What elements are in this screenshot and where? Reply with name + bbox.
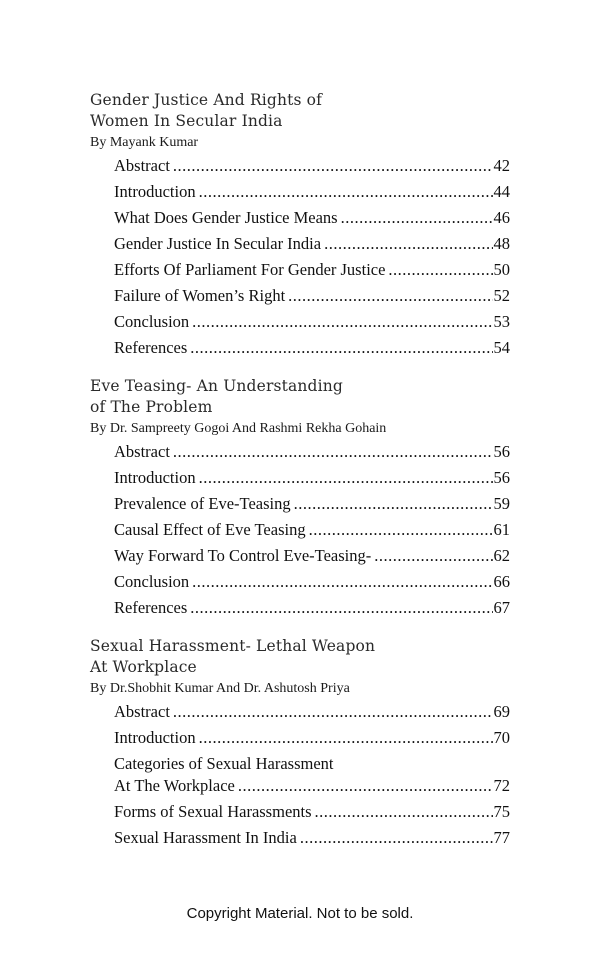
toc-entry [114,493,510,515]
chapter-author: By Dr.Shobhit Kumar And Dr. Ashutosh Priya [90,681,350,696]
toc-entry-page-number: 77 [493,828,510,847]
toc-entry-label: Gender Justice In Secular India [114,234,322,253]
chapter-title [90,376,510,418]
chapter-title-line: Sexual Harassment- Lethal Weapon [90,637,376,655]
toc-entry-row [114,493,510,515]
toc-entry [114,753,510,797]
toc-entry-page-number: 75 [493,802,510,821]
chapter-title-line: At Workplace [90,658,197,676]
chapter-section [90,636,510,849]
toc-entry [114,727,510,749]
toc-entry-label: Efforts Of Parliament For Gender Justice [114,260,386,279]
toc-entry-page-number: 42 [493,156,510,175]
toc-entry-label: Forms of Sexual Harassments [114,802,312,821]
toc-entry-page-number: 66 [493,572,510,591]
toc-entry-page-number: 59 [493,494,510,513]
toc-entry [114,545,510,567]
dot-leader [374,545,492,567]
toc-entry-label: Introduction [114,182,196,201]
toc-entry-row [114,155,510,177]
toc-entry-row [114,597,510,619]
dot-leader [294,493,493,515]
toc-entry-list [90,155,510,359]
dot-leader [309,519,493,541]
toc-entry-page-number: 70 [493,728,510,747]
toc-entry [114,259,510,281]
dot-leader [300,827,493,849]
dot-leader [341,207,493,229]
toc-entry-row [114,545,510,567]
toc-entry-list [90,441,510,619]
toc-entry-row [114,467,510,489]
dot-leader [288,285,492,307]
toc-entry [114,233,510,255]
chapter-title [90,90,510,132]
chapter-author: By Dr. Sampreety Gogoi And Rashmi Rekha Gohain [90,421,387,436]
toc-entry [114,441,510,463]
chapter-author: By Mayank Kumar [90,135,199,150]
dot-leader [192,571,492,593]
toc-entry-row [114,441,510,463]
toc-entry-row [114,207,510,229]
toc-entry [114,701,510,723]
toc-entry-page-number: 61 [493,520,510,539]
dot-leader [199,181,493,203]
toc-entry-page-number: 52 [493,286,510,305]
toc-entry-label: Prevalence of Eve-Teasing [114,494,291,513]
toc-entry-row [114,571,510,593]
copyright-footer: Copyright Material. Not to be sold. [186,905,414,922]
dot-leader [238,775,493,797]
chapter-title-line: Women In Secular India [90,112,283,130]
toc-entry-label: Sexual Harassment In India [114,828,297,847]
toc-entry-row [114,181,510,203]
chapter-title-line: Gender Justice And Rights of [90,91,323,109]
toc-entry-row [114,827,510,849]
dot-leader [173,441,493,463]
toc-entry-row [114,233,510,255]
dot-leader [192,311,492,333]
dot-leader [173,701,493,723]
dot-leader [324,233,492,255]
toc-entry-page-number: 46 [493,208,510,227]
toc-entry-label: References [114,338,188,357]
dot-leader [199,727,493,749]
toc-entry [114,827,510,849]
toc-entry [114,181,510,203]
table-of-contents [90,90,510,866]
toc-entry-label: Conclusion [114,572,190,591]
toc-entry-label: Way Forward To Control Eve-Teasing- [114,546,372,565]
toc-entry-label: Causal Effect of Eve Teasing [114,520,306,539]
toc-entry-page-number: 67 [493,598,510,617]
toc-entry-page-number: 44 [493,182,510,201]
toc-entry [114,467,510,489]
toc-entry [114,155,510,177]
toc-entry-row [114,259,510,281]
dot-leader [190,337,492,359]
toc-entry [114,337,510,359]
toc-entry-label: At The Workplace [114,776,235,795]
toc-entry-label: Abstract [114,442,170,461]
toc-entry-page-number: 56 [493,468,510,487]
toc-entry-row [114,311,510,333]
dot-leader [173,155,493,177]
chapter-section [90,90,510,359]
toc-entry-label: Abstract [114,702,170,721]
chapter-title [90,636,510,678]
toc-entry [114,519,510,541]
dot-leader [199,467,493,489]
toc-entry-row [114,727,510,749]
toc-entry [114,285,510,307]
toc-entry-page-number: 53 [493,312,510,331]
toc-entry [114,801,510,823]
toc-entry-row [114,775,510,797]
chapter-title-line: Eve Teasing- An Understanding [90,377,343,395]
toc-entry [114,207,510,229]
toc-entry-label: Introduction [114,728,196,747]
dot-leader [388,259,492,281]
toc-entry [114,597,510,619]
toc-entry-row [114,701,510,723]
toc-entry-label: References [114,598,188,617]
toc-entry-page-number: 54 [493,338,510,357]
toc-entry-row [114,285,510,307]
chapter-section [90,376,510,619]
toc-entry [114,311,510,333]
toc-entry [114,571,510,593]
toc-entry-page-number: 48 [493,234,510,253]
toc-entry-label: Abstract [114,156,170,175]
toc-entry-label: Failure of Women’s Right [114,286,286,305]
toc-entry-label-first-line: Categories of Sexual Harassment [114,754,334,773]
toc-entry-row [114,801,510,823]
toc-entry-page-number: 72 [493,776,510,795]
toc-entry-page-number: 62 [493,546,510,565]
toc-entry-page-number: 50 [493,260,510,279]
chapter-title-line: of The Problem [90,398,213,416]
toc-entry-page-number: 69 [493,702,510,721]
toc-entry-list [90,701,510,849]
toc-entry-row [114,337,510,359]
toc-entry-row [114,519,510,541]
dot-leader [315,801,493,823]
toc-entry-label: What Does Gender Justice Means [114,208,338,227]
toc-entry-label: Introduction [114,468,196,487]
toc-entry-page-number: 56 [493,442,510,461]
dot-leader [190,597,492,619]
toc-entry-label: Conclusion [114,312,190,331]
